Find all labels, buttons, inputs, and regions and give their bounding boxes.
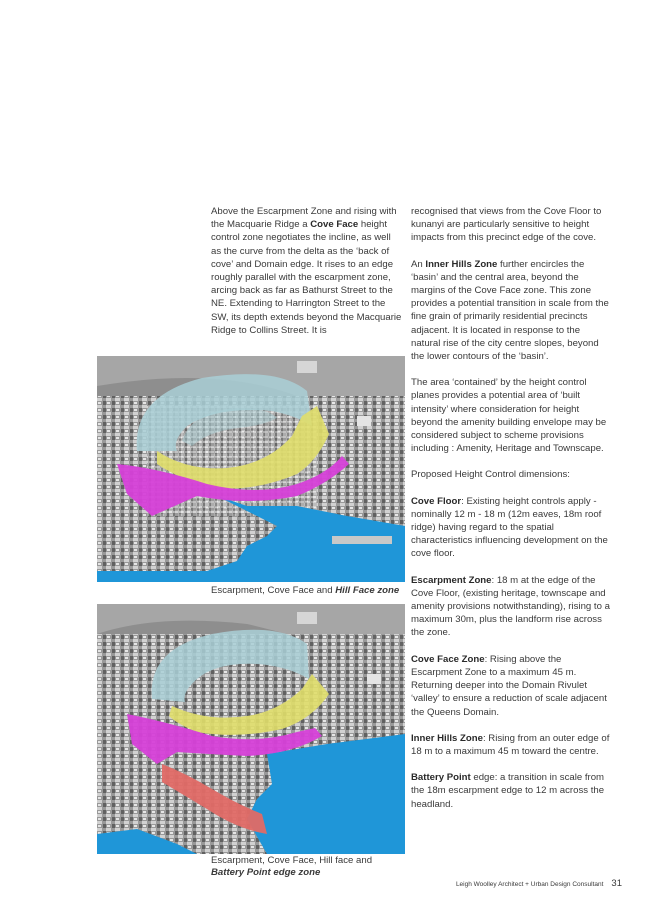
definition-cove-floor: Cove Floor: Existing height controls apply - nominally 12 m - 18 m (12m eaves, 18m roof ridge) having regard to the spatial characteristics influencing development on the cove floor. (411, 495, 608, 560)
paragraph: The area ‘contained’ by the height control planes provides a potential area of ‘built intensity’ where consideration for height beyond the amenity building envelope may be considered subject to scheme provisions including : Amenity, Heritage and Townscape. (411, 377, 607, 455)
page-footer (456, 878, 622, 889)
figure-caption-1: Escarpment, Cove Face and Hill Face zone (211, 585, 400, 596)
paragraph: Proposed Height Control dimensions: (411, 469, 570, 481)
term-cove-face: Cove Face (310, 219, 359, 231)
page-number: 31 (611, 878, 622, 889)
definition-battery-point: Battery Point edge: a transition in scale from the 18m escarpment edge to 12 m across the headland. (411, 772, 605, 810)
paragraph: Above the Escarpment Zone and rising with the Macquarie Ridge a Cove Face height control zone negotiates the incline, as well as the curve from the delta as the ‘back of cove’ and Domain edge. It rises to an edge roughly parallel with the escarpment zone, arcing back as far as Bathurst Street to the NE. Extending to Harrington Street to the SW, its depth extends beyond the Macquarie Ridge to Collins Street. It is (211, 206, 402, 336)
term-inner-hills: Inner Hills Zone (425, 258, 498, 270)
aerial-map-2 (97, 604, 405, 854)
text-column-right (411, 205, 611, 824)
definition-escarpment: Escarpment Zone: 18 m at the edge of the Cove Floor, (existing heritage, townscape and amenity provisions notwithstanding), rising to a maximum 30m, plus the landform rise across the zone. (411, 574, 610, 639)
definition-cove-face: Cove Face Zone: Rising above the Escarpment Zone to a maximum 45 m. Returning deeper into the Domain Rivulet ‘valley’ to ensure a reduction of scale adjacent the Queens Domain. (411, 653, 607, 718)
paragraph: recognised that views from the Cove Floor to kunanyi are particularly sensitive to height impacts from this precinct edge of the cove. (411, 206, 602, 244)
aerial-map-1 (97, 356, 405, 582)
map-figure-1 (97, 356, 405, 582)
definition-inner-hills: Inner Hills Zone: Rising from an outer edge of 18 m to a maximum 45 m toward the centre. (411, 732, 610, 757)
text-column-left (211, 205, 403, 350)
footer-credit: Leigh Woolley Architect + Urban Design Consultant (455, 881, 604, 888)
paragraph: An Inner Hills Zone further encircles the ‘basin’ and the central area, beyond the margins of the Cove Face zone. This zone provides a potential transition in scale from the fine grain of primarily residential precincts adjacent. It is located in response to the natural rise of the city centre slopes, beyond the lower contours of the ‘basin’. (411, 258, 609, 363)
figure-caption-2: Escarpment, Cove Face, Hill face and Battery Point edge zone (211, 855, 373, 878)
map-figure-2 (97, 604, 405, 854)
